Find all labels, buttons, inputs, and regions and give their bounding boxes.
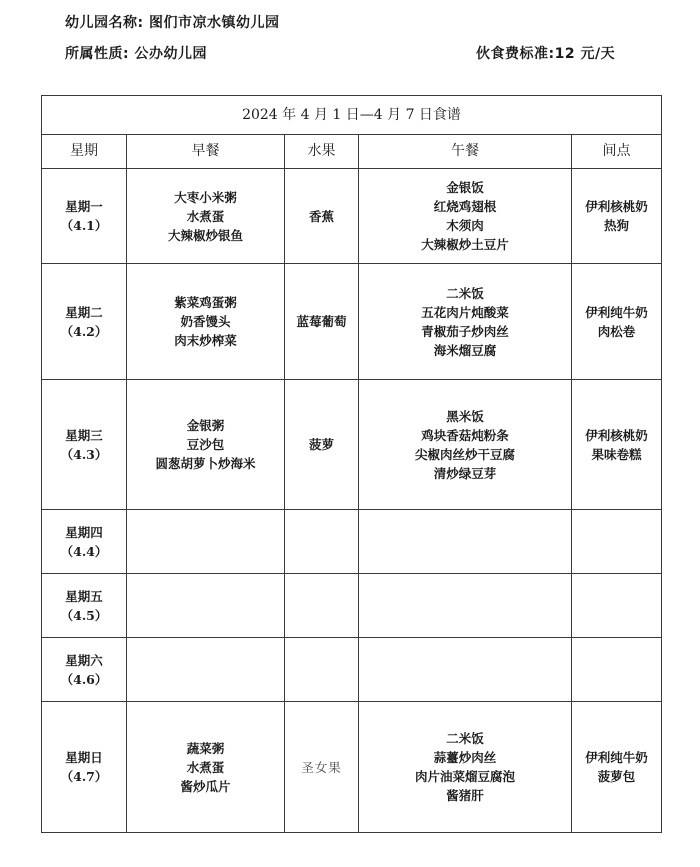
date: （4.6）: [60, 671, 108, 687]
menu-row: [42, 638, 662, 702]
lunch-item: 蒜薹炒肉丝: [433, 750, 497, 765]
lunch-cell: [359, 702, 572, 833]
day-cell: [42, 169, 127, 264]
menu-row: [42, 264, 662, 380]
lunch-cell: [359, 510, 572, 574]
weekday: 星期三: [65, 427, 103, 443]
snack-cell: [572, 638, 662, 702]
breakfast-item: 肉末炒榨菜: [174, 333, 237, 348]
fruit-cell: [285, 169, 359, 264]
kindergarten-type: 公办幼儿园: [134, 46, 207, 62]
lunch-item: 黑米饭: [446, 408, 484, 424]
breakfast-cell: [127, 574, 285, 638]
weekday: 星期四: [65, 524, 103, 540]
menu-row: [42, 574, 662, 638]
fruit-cell: [285, 638, 359, 702]
breakfast-item: 奶香馒头: [180, 314, 231, 329]
menu-row: [42, 380, 662, 510]
snack-item: 肉松卷: [597, 323, 636, 339]
breakfast-item: 金银粥: [186, 418, 225, 433]
breakfast-item: 水煮蛋: [186, 208, 225, 224]
column-header-row: [42, 135, 662, 169]
fruit-cell: [285, 702, 359, 833]
date: （4.3）: [60, 446, 108, 462]
lunch-cell: [359, 574, 572, 638]
lunch-cell: [359, 169, 572, 264]
day-cell: [42, 510, 127, 574]
lunch-item: 鸡块香菇炖粉条: [421, 427, 509, 443]
weekday: 星期二: [65, 304, 103, 320]
snack-cell: [572, 169, 662, 264]
snack-item: 菠萝包: [597, 769, 636, 784]
column-header-lunch: 午餐: [359, 135, 572, 169]
lunch-item: 酱猪肝: [446, 788, 484, 803]
fruit-cell: [285, 380, 359, 510]
date: （4.2）: [60, 323, 108, 339]
meal-fee-label: 伙食费标准:: [476, 46, 555, 62]
date: （4.1）: [60, 218, 108, 233]
lunch-item: 木须肉: [446, 218, 484, 233]
meal-fee-value: 12 元/天: [554, 46, 616, 62]
lunch-item: 尖椒肉丝炒干豆腐: [414, 446, 515, 462]
breakfast-cell: [127, 638, 285, 702]
column-header-day: 星期: [42, 135, 127, 169]
kindergarten-type-line: [65, 43, 207, 63]
fruit-cell: [285, 574, 359, 638]
breakfast-item: 大枣小米粥: [174, 189, 237, 205]
lunch-item: 清炒绿豆芽: [433, 465, 497, 481]
lunch-item: 五花肉片炖酸菜: [421, 304, 509, 320]
day-cell: [42, 574, 127, 638]
menu-row: [42, 169, 662, 264]
breakfast-cell: [127, 264, 285, 380]
weekly-menu-table: [41, 95, 662, 833]
weekday: 星期六: [65, 652, 103, 668]
fruit-item: 蓝莓葡萄: [296, 314, 347, 329]
breakfast-cell: [127, 380, 285, 510]
fruit-cell: [285, 510, 359, 574]
menu-row: [42, 510, 662, 574]
lunch-item: 青椒茄子炒肉丝: [421, 323, 509, 339]
fruit-item: 香蕉: [308, 208, 334, 224]
date: （4.4）: [60, 543, 108, 559]
snack-item: 伊利核桃奶: [585, 427, 648, 443]
lunch-cell: [359, 264, 572, 380]
snack-item: 热狗: [604, 218, 630, 233]
breakfast-item: 大辣椒炒银鱼: [167, 227, 243, 243]
lunch-item: 大辣椒炒土豆片: [421, 237, 509, 252]
column-header-snack: 间点: [572, 135, 662, 169]
fruit-cell: [285, 264, 359, 380]
breakfast-cell: [127, 169, 285, 264]
weekday: 星期日: [65, 750, 103, 765]
breakfast-cell: [127, 702, 285, 833]
date: （4.7）: [60, 769, 108, 784]
snack-item: 果味卷糕: [591, 446, 642, 462]
breakfast-item: 紫菜鸡蛋粥: [174, 295, 237, 310]
meal-fee-line: [476, 43, 615, 63]
lunch-item: 金银饭: [446, 180, 484, 195]
lunch-cell: [359, 380, 572, 510]
lunch-cell: [359, 638, 572, 702]
weekday: 星期五: [65, 588, 103, 604]
breakfast-item: 酱炒瓜片: [180, 778, 231, 794]
day-cell: [42, 638, 127, 702]
column-header-fruit: 水果: [285, 135, 359, 169]
day-cell: [42, 702, 127, 833]
lunch-item: 红烧鸡翅根: [433, 199, 497, 214]
snack-item: 伊利纯牛奶: [585, 304, 648, 320]
snack-item: 伊利核桃奶: [585, 199, 648, 214]
snack-cell: [572, 510, 662, 574]
weekday: 星期一: [65, 199, 103, 214]
date: （4.5）: [60, 607, 108, 623]
day-cell: [42, 380, 127, 510]
snack-item: 伊利纯牛奶: [585, 750, 648, 765]
kindergarten-name-line: [65, 12, 279, 32]
breakfast-item: 豆沙包: [186, 437, 225, 452]
day-cell: [42, 264, 127, 380]
breakfast-cell: [127, 510, 285, 574]
kindergarten-name: 图们市凉水镇幼儿园: [148, 15, 280, 31]
column-header-breakfast: 早餐: [127, 135, 285, 169]
snack-cell: [572, 702, 662, 833]
breakfast-item: 蔬菜粥: [186, 740, 225, 756]
snack-cell: [572, 264, 662, 380]
snack-cell: [572, 380, 662, 510]
kindergarten-type-label: 所属性质:: [65, 46, 130, 62]
fruit-item: 圣女果: [301, 759, 342, 775]
breakfast-item: 圆葱胡萝卜炒海米: [155, 456, 256, 471]
lunch-item: 肉片油菜熘豆腐泡: [414, 769, 515, 784]
lunch-item: 二米饭: [446, 285, 484, 301]
menu-title: 2024 年 4 月 1 日—4 月 7 日食谱: [42, 96, 662, 135]
kindergarten-name-label: 幼儿园名称:: [65, 15, 144, 31]
breakfast-item: 水煮蛋: [186, 759, 225, 775]
fruit-item: 菠萝: [308, 437, 334, 452]
lunch-item: 海米熘豆腐: [433, 342, 497, 358]
snack-cell: [572, 574, 662, 638]
lunch-item: 二米饭: [446, 731, 484, 746]
menu-row: [42, 702, 662, 833]
